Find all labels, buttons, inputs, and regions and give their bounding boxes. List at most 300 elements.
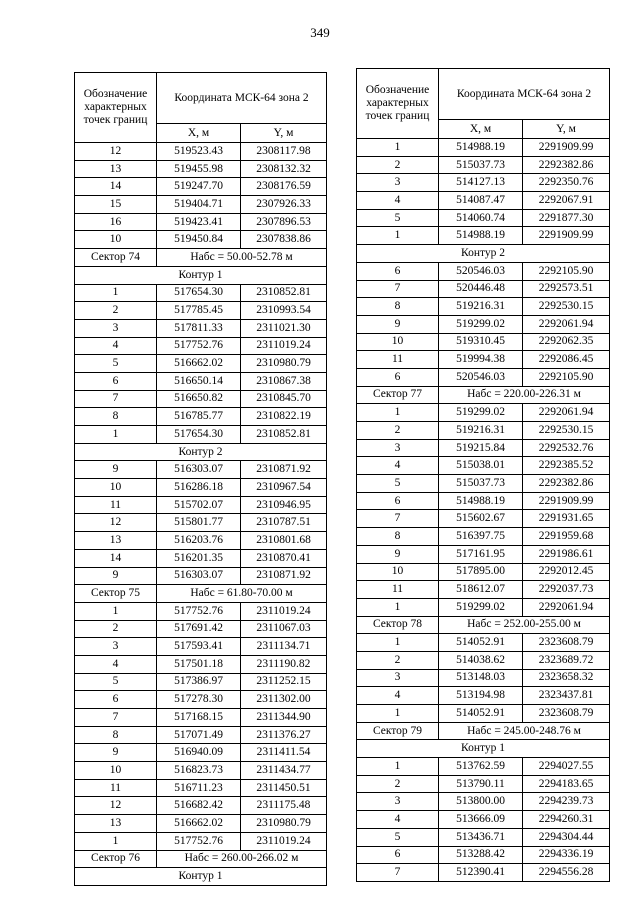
point-row [357, 333, 610, 351]
point-number: 5 [75, 355, 157, 373]
point-number: 10 [75, 762, 157, 780]
point-number: 1 [357, 227, 439, 245]
point-row [357, 510, 610, 528]
x-coordinate: 520546.03 [439, 368, 523, 386]
point-row [357, 262, 610, 280]
y-coordinate: 2291959.68 [523, 528, 610, 546]
y-coordinate: 2292061.94 [523, 404, 610, 422]
contour-label: Контур 2 [75, 443, 327, 461]
point-number: 8 [357, 298, 439, 316]
x-coordinate: 515037.73 [439, 475, 523, 493]
point-row [75, 355, 327, 373]
point-number: 6 [357, 492, 439, 510]
x-coordinate: 513436.71 [439, 828, 523, 846]
point-number: 7 [357, 864, 439, 882]
x-coordinate: 514988.19 [439, 227, 523, 245]
contour-row [75, 868, 327, 886]
x-coordinate: 516711.23 [157, 779, 241, 797]
y-coordinate: 2294239.73 [523, 793, 610, 811]
point-number: 13 [75, 532, 157, 550]
points-column-header: Обозначение характерных точек границ [357, 69, 439, 139]
x-coordinate: 517654.30 [157, 284, 241, 302]
point-number: 6 [357, 846, 439, 864]
x-coordinate: 517785.45 [157, 302, 241, 320]
table-header [357, 69, 610, 139]
y-column-header: Y, м [523, 120, 610, 139]
x-coordinate: 516286.18 [157, 479, 241, 497]
point-number: 12 [75, 514, 157, 532]
point-number: 7 [357, 510, 439, 528]
contour-label: Контур 2 [357, 245, 610, 263]
point-row [357, 351, 610, 369]
y-coordinate: 2291931.65 [523, 510, 610, 528]
x-coordinate: 514087.47 [439, 192, 523, 210]
y-coordinate: 2310852.81 [241, 284, 327, 302]
y-coordinate: 2291909.99 [523, 139, 610, 157]
y-coordinate: 2310867.38 [241, 372, 327, 390]
point-number: 9 [357, 545, 439, 563]
x-coordinate: 519215.84 [439, 439, 523, 457]
x-coordinate: 517386.97 [157, 673, 241, 691]
point-number: 1 [357, 139, 439, 157]
point-number: 5 [357, 209, 439, 227]
point-row [75, 302, 327, 320]
y-coordinate: 2323608.79 [523, 634, 610, 652]
point-row [357, 669, 610, 687]
point-number: 1 [357, 634, 439, 652]
point-row [75, 284, 327, 302]
x-coordinate: 514052.91 [439, 634, 523, 652]
x-coordinate: 517811.33 [157, 319, 241, 337]
point-number: 3 [357, 439, 439, 457]
y-coordinate: 2291909.99 [523, 227, 610, 245]
x-coordinate: 513790.11 [439, 775, 523, 793]
point-row [75, 408, 327, 426]
point-row [75, 709, 327, 727]
y-coordinate: 2292382.86 [523, 475, 610, 493]
point-row [357, 651, 610, 669]
point-row [357, 315, 610, 333]
table-body [75, 143, 327, 886]
point-row [75, 779, 327, 797]
point-row [357, 156, 610, 174]
x-coordinate: 517752.76 [157, 337, 241, 355]
y-coordinate: 2292573.51 [523, 280, 610, 298]
point-row [357, 439, 610, 457]
sector-label: Сектор 74 [75, 249, 157, 267]
x-coordinate: 520446.48 [439, 280, 523, 298]
y-coordinate: 2291909.99 [523, 492, 610, 510]
x-coordinate: 516682.42 [157, 797, 241, 815]
point-row [357, 457, 610, 475]
contour-row [357, 245, 610, 263]
x-coordinate: 515801.77 [157, 514, 241, 532]
table-body [357, 139, 610, 882]
point-row [75, 372, 327, 390]
y-coordinate: 2323658.32 [523, 669, 610, 687]
x-coordinate: 519310.45 [439, 333, 523, 351]
point-number: 9 [357, 315, 439, 333]
point-row [75, 337, 327, 355]
point-number: 10 [357, 333, 439, 351]
coordinate-system-header: Координата МСК-64 зона 2 [439, 69, 610, 120]
point-number: 11 [75, 496, 157, 514]
point-row [357, 846, 610, 864]
point-row [357, 775, 610, 793]
point-row [357, 404, 610, 422]
sector-row [75, 850, 327, 868]
point-number: 12 [75, 143, 157, 161]
point-row [75, 744, 327, 762]
y-coordinate: 2310822.19 [241, 408, 327, 426]
y-coordinate: 2311019.24 [241, 337, 327, 355]
y-coordinate: 2310993.54 [241, 302, 327, 320]
y-coordinate: 2294027.55 [523, 758, 610, 776]
point-row [75, 815, 327, 833]
table-header [75, 73, 327, 143]
point-number: 4 [357, 811, 439, 829]
y-coordinate: 2310787.51 [241, 514, 327, 532]
y-coordinate: 2292086.45 [523, 351, 610, 369]
y-coordinate: 2311021.30 [241, 319, 327, 337]
y-coordinate: 2311190.82 [241, 655, 327, 673]
point-row [357, 192, 610, 210]
point-number: 10 [75, 479, 157, 497]
point-number: 7 [75, 709, 157, 727]
x-coordinate: 519299.02 [439, 598, 523, 616]
x-coordinate: 516785.77 [157, 408, 241, 426]
point-row [75, 231, 327, 249]
point-row [357, 758, 610, 776]
point-row [357, 422, 610, 440]
x-coordinate: 513288.42 [439, 846, 523, 864]
x-coordinate: 518612.07 [439, 581, 523, 599]
x-coordinate: 517161.95 [439, 545, 523, 563]
point-row [75, 549, 327, 567]
point-number: 1 [75, 426, 157, 444]
point-row [75, 461, 327, 479]
y-coordinate: 2311019.24 [241, 602, 327, 620]
x-coordinate: 519455.98 [157, 160, 241, 178]
point-number: 6 [357, 368, 439, 386]
x-coordinate: 519450.84 [157, 231, 241, 249]
y-coordinate: 2311344.90 [241, 709, 327, 727]
point-row [357, 563, 610, 581]
x-coordinate: 516303.07 [157, 461, 241, 479]
point-row [357, 475, 610, 493]
y-coordinate: 2292037.73 [523, 581, 610, 599]
y-coordinate: 2292061.94 [523, 598, 610, 616]
x-coordinate: 517168.15 [157, 709, 241, 727]
point-number: 4 [357, 457, 439, 475]
point-row [75, 143, 327, 161]
sector-row [357, 722, 610, 740]
point-number: 12 [75, 797, 157, 815]
point-number: 5 [357, 828, 439, 846]
y-coordinate: 2307838.86 [241, 231, 327, 249]
x-column-header: X, м [439, 120, 523, 139]
x-coordinate: 514988.19 [439, 139, 523, 157]
y-coordinate: 2292067.91 [523, 192, 610, 210]
point-row [75, 620, 327, 638]
point-number: 1 [75, 832, 157, 850]
page-number: 349 [310, 25, 330, 40]
y-coordinate: 2292382.86 [523, 156, 610, 174]
x-coordinate: 513148.03 [439, 669, 523, 687]
point-number: 13 [75, 160, 157, 178]
y-coordinate: 2310845.70 [241, 390, 327, 408]
y-coordinate: 2291877.30 [523, 209, 610, 227]
x-coordinate: 516201.35 [157, 549, 241, 567]
point-number: 2 [75, 302, 157, 320]
x-coordinate: 513762.59 [439, 758, 523, 776]
point-number: 1 [357, 404, 439, 422]
point-number: 2 [357, 775, 439, 793]
x-coordinate: 519247.70 [157, 178, 241, 196]
y-coordinate: 2310967.54 [241, 479, 327, 497]
y-coordinate: 2310980.79 [241, 815, 327, 833]
altitude-range: Набс = 252.00-255.00 м [439, 616, 610, 634]
y-coordinate: 2294304.44 [523, 828, 610, 846]
contour-row [75, 266, 327, 284]
point-number: 13 [75, 815, 157, 833]
point-number: 3 [75, 638, 157, 656]
coordinate-system-header: Координата МСК-64 зона 2 [157, 73, 327, 124]
point-number: 2 [357, 156, 439, 174]
altitude-range: Набс = 50.00-52.78 м [157, 249, 327, 267]
point-number: 8 [75, 726, 157, 744]
y-coordinate: 2294183.65 [523, 775, 610, 793]
point-row [75, 691, 327, 709]
point-number: 10 [357, 563, 439, 581]
point-row [357, 174, 610, 192]
point-row [357, 811, 610, 829]
point-number: 11 [75, 779, 157, 797]
y-coordinate: 2323437.81 [523, 687, 610, 705]
sector-label: Сектор 78 [357, 616, 439, 634]
y-coordinate: 2308176.59 [241, 178, 327, 196]
y-coordinate: 2292385.52 [523, 457, 610, 475]
point-row [357, 368, 610, 386]
x-coordinate: 519216.31 [439, 422, 523, 440]
y-coordinate: 2323689.72 [523, 651, 610, 669]
x-coordinate: 513666.09 [439, 811, 523, 829]
point-number: 9 [75, 744, 157, 762]
sector-row [357, 386, 610, 404]
point-number: 2 [357, 422, 439, 440]
sector-row [75, 249, 327, 267]
sector-label: Сектор 79 [357, 722, 439, 740]
point-number: 1 [357, 705, 439, 723]
x-coordinate: 513194.98 [439, 687, 523, 705]
point-number: 16 [75, 213, 157, 231]
y-column-header: Y, м [241, 124, 327, 143]
point-row [75, 602, 327, 620]
y-coordinate: 2292532.76 [523, 439, 610, 457]
x-coordinate: 515037.73 [439, 156, 523, 174]
point-number: 9 [75, 567, 157, 585]
x-coordinate: 517752.76 [157, 832, 241, 850]
point-row [75, 390, 327, 408]
y-coordinate: 2292012.45 [523, 563, 610, 581]
x-coordinate: 513800.00 [439, 793, 523, 811]
altitude-range: Набс = 220.00-226.31 м [439, 386, 610, 404]
point-row [75, 213, 327, 231]
point-number: 2 [75, 620, 157, 638]
contour-row [75, 443, 327, 461]
contour-row [357, 740, 610, 758]
points-column-header: Обозначение характерных точек границ [75, 73, 157, 143]
point-number: 1 [75, 284, 157, 302]
sector-label: Сектор 75 [75, 585, 157, 603]
point-row [75, 655, 327, 673]
point-row [75, 762, 327, 780]
point-row [75, 514, 327, 532]
point-row [75, 160, 327, 178]
x-coordinate: 520546.03 [439, 262, 523, 280]
point-row [75, 832, 327, 850]
point-number: 14 [75, 549, 157, 567]
x-coordinate: 517895.00 [439, 563, 523, 581]
x-column-header: X, м [157, 124, 241, 143]
point-row [75, 797, 327, 815]
x-coordinate: 516397.75 [439, 528, 523, 546]
point-row [357, 598, 610, 616]
point-row [357, 139, 610, 157]
point-row [357, 280, 610, 298]
y-coordinate: 2311411.54 [241, 744, 327, 762]
y-coordinate: 2292530.15 [523, 422, 610, 440]
point-number: 4 [75, 337, 157, 355]
contour-label: Контур 1 [75, 266, 327, 284]
point-number: 6 [357, 262, 439, 280]
x-coordinate: 517654.30 [157, 426, 241, 444]
point-number: 3 [75, 319, 157, 337]
point-row [357, 634, 610, 652]
coordinates-table-left [74, 72, 327, 886]
point-row [75, 178, 327, 196]
point-number: 3 [357, 669, 439, 687]
y-coordinate: 2292105.90 [523, 262, 610, 280]
y-coordinate: 2310852.81 [241, 426, 327, 444]
x-coordinate: 519404.71 [157, 196, 241, 214]
x-coordinate: 514052.91 [439, 705, 523, 723]
y-coordinate: 2307926.33 [241, 196, 327, 214]
x-coordinate: 517752.76 [157, 602, 241, 620]
point-row [357, 545, 610, 563]
point-number: 4 [357, 192, 439, 210]
point-number: 1 [75, 602, 157, 620]
contour-label: Контур 1 [357, 740, 610, 758]
x-coordinate: 517071.49 [157, 726, 241, 744]
point-row [75, 426, 327, 444]
sector-row [75, 585, 327, 603]
point-number: 15 [75, 196, 157, 214]
x-coordinate: 519994.38 [439, 351, 523, 369]
point-row [75, 638, 327, 656]
x-coordinate: 519299.02 [439, 315, 523, 333]
x-coordinate: 516662.02 [157, 815, 241, 833]
x-coordinate: 516303.07 [157, 567, 241, 585]
y-coordinate: 2310871.92 [241, 461, 327, 479]
y-coordinate: 2292350.76 [523, 174, 610, 192]
point-number: 8 [75, 408, 157, 426]
point-row [75, 319, 327, 337]
point-row [357, 227, 610, 245]
point-row [357, 687, 610, 705]
point-row [357, 864, 610, 882]
point-number: 11 [357, 581, 439, 599]
point-row [357, 209, 610, 227]
x-coordinate: 519523.43 [157, 143, 241, 161]
altitude-range: Набс = 245.00-248.76 м [439, 722, 610, 740]
y-coordinate: 2323608.79 [523, 705, 610, 723]
x-coordinate: 519216.31 [439, 298, 523, 316]
y-coordinate: 2310946.95 [241, 496, 327, 514]
point-row [357, 581, 610, 599]
point-number: 8 [357, 528, 439, 546]
x-coordinate: 519299.02 [439, 404, 523, 422]
point-number: 7 [357, 280, 439, 298]
x-coordinate: 516662.02 [157, 355, 241, 373]
point-row [75, 532, 327, 550]
point-number: 3 [357, 174, 439, 192]
point-number: 4 [75, 655, 157, 673]
y-coordinate: 2311434.77 [241, 762, 327, 780]
point-number: 2 [357, 651, 439, 669]
point-number: 4 [357, 687, 439, 705]
x-coordinate: 516203.76 [157, 532, 241, 550]
altitude-range: Набс = 260.00-266.02 м [157, 850, 327, 868]
x-coordinate: 516650.14 [157, 372, 241, 390]
y-coordinate: 2311019.24 [241, 832, 327, 850]
y-coordinate: 2308117.98 [241, 143, 327, 161]
point-number: 14 [75, 178, 157, 196]
point-number: 3 [357, 793, 439, 811]
x-coordinate: 514988.19 [439, 492, 523, 510]
x-coordinate: 515702.07 [157, 496, 241, 514]
point-row [75, 726, 327, 744]
y-coordinate: 2310871.92 [241, 567, 327, 585]
point-number: 1 [357, 598, 439, 616]
y-coordinate: 2310870.41 [241, 549, 327, 567]
point-row [75, 196, 327, 214]
sector-row [357, 616, 610, 634]
x-coordinate: 517691.42 [157, 620, 241, 638]
x-coordinate: 517278.30 [157, 691, 241, 709]
point-row [357, 528, 610, 546]
y-coordinate: 2291986.61 [523, 545, 610, 563]
coordinates-table-right [356, 68, 610, 882]
y-coordinate: 2310980.79 [241, 355, 327, 373]
point-number: 7 [75, 390, 157, 408]
y-coordinate: 2311175.48 [241, 797, 327, 815]
y-coordinate: 2292530.15 [523, 298, 610, 316]
point-number: 9 [75, 461, 157, 479]
x-coordinate: 512390.41 [439, 864, 523, 882]
y-coordinate: 2311450.51 [241, 779, 327, 797]
sector-label: Сектор 77 [357, 386, 439, 404]
y-coordinate: 2292062.35 [523, 333, 610, 351]
point-number: 6 [75, 372, 157, 390]
x-coordinate: 514060.74 [439, 209, 523, 227]
y-coordinate: 2310801.68 [241, 532, 327, 550]
y-coordinate: 2311302.00 [241, 691, 327, 709]
altitude-range: Набс = 61.80-70.00 м [157, 585, 327, 603]
y-coordinate: 2307896.53 [241, 213, 327, 231]
point-row [75, 567, 327, 585]
x-coordinate: 515602.67 [439, 510, 523, 528]
